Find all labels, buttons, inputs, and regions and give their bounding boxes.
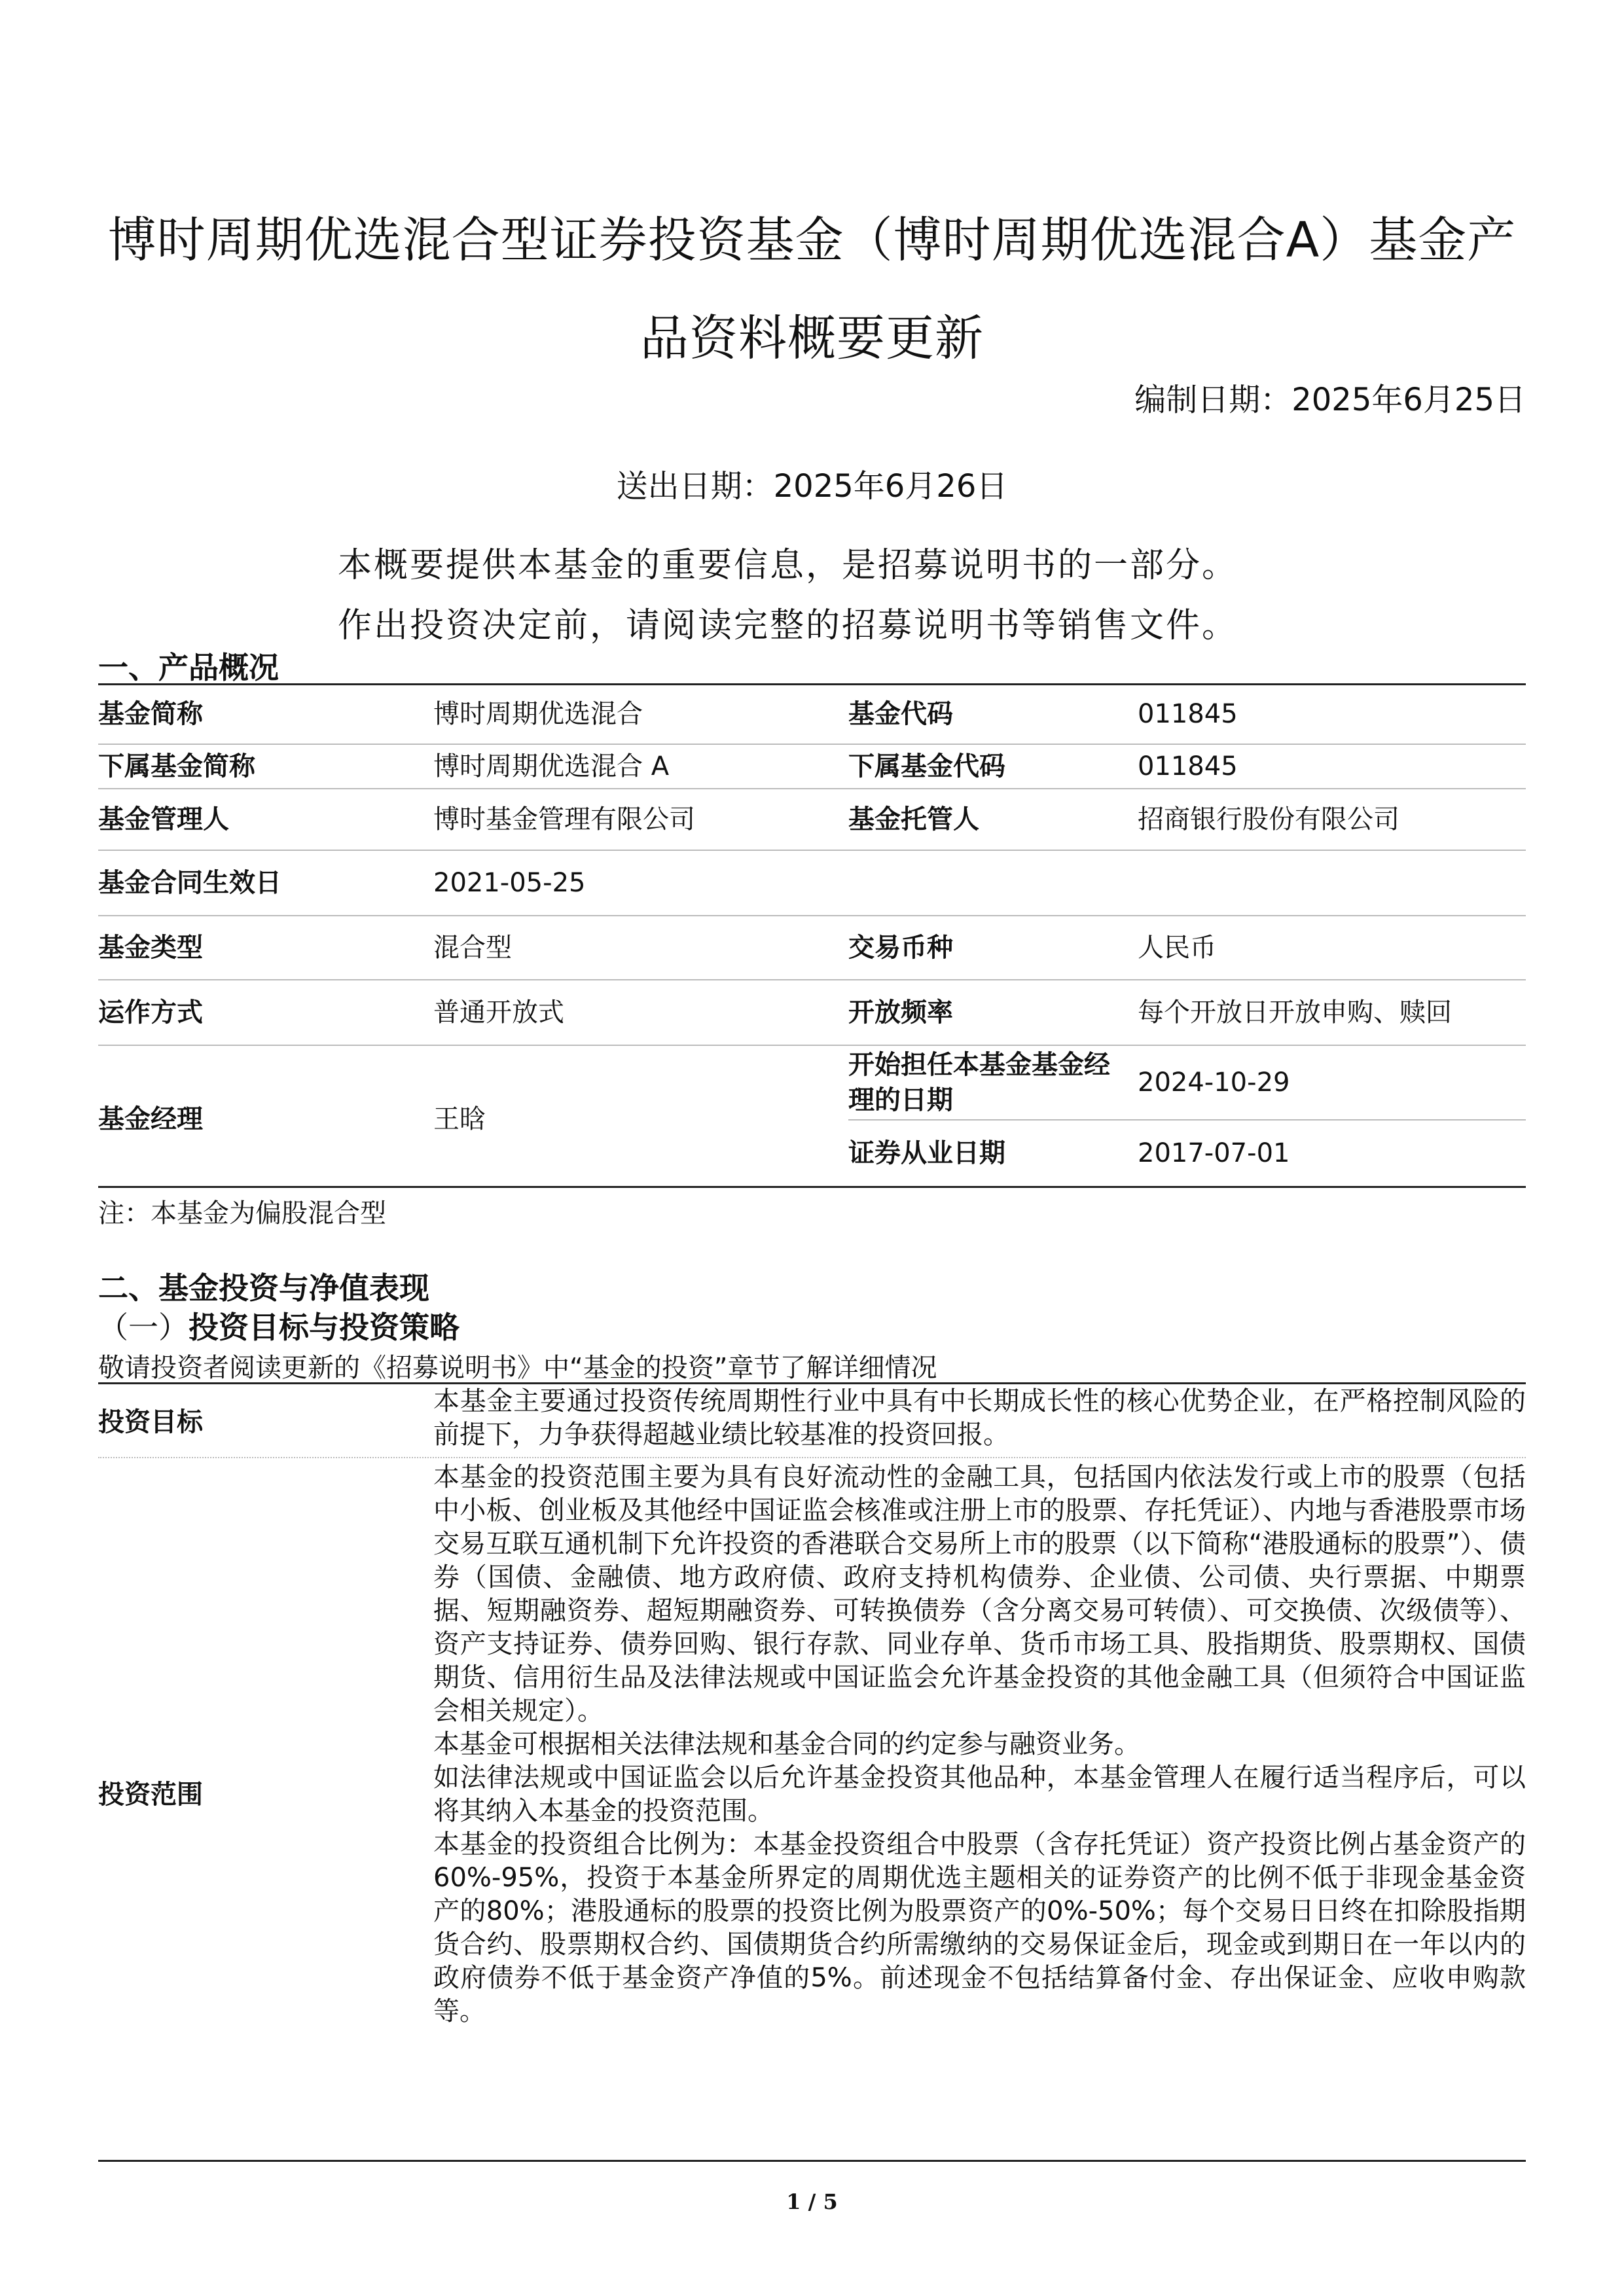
send-date: 送出日期：2025年6月26日 — [616, 468, 1008, 505]
career-start-row — [848, 1121, 1526, 1186]
subsection-title: 投资目标与投资策略 — [189, 1310, 460, 1345]
scope-text — [433, 1461, 1526, 2028]
section-2-bottom-rule — [98, 2160, 1526, 2162]
notice-line-1: 本概要提供本基金的重要信息，是招募说明书的一部分。 — [338, 546, 1238, 585]
cell-value: 每个开放日开放申购、赎回 — [1138, 997, 1452, 1028]
section-1-bottom-rule — [98, 1186, 1526, 1188]
scope-paragraph-4: 本基金的投资组合比例为：本基金投资组合中股票（含存托凭证）资产投资比例占基金资产的60%-95%，投资于本基金所界定的周期优选主题相关的证券资产的比例不低于非现金基金资产的80%；港股通标的股票的投资比例为股票资产的0%-50%；每个交易日日终在扣除股指期货合约、股票期权合约、国债期货合约所需缴纳的交易保证金后，现金或到期日在一年以内的政府债券不低于基金资产净值的5%。前述现金不包括结算备付金、存出保证金、应收申购款等。 — [433, 1829, 1526, 2026]
investment-intro: 敬请投资者阅读更新的《招募说明书》中“基金的投资”章节了解详细情况 — [98, 1353, 937, 1383]
section-2-top-rule — [98, 1382, 1526, 1384]
objective-text — [433, 1385, 1526, 1452]
table-row — [98, 916, 1526, 980]
cell-label: 运作方式 — [98, 997, 203, 1028]
career-start-date: 2017-07-01 — [1138, 1138, 1290, 1168]
objective-paragraph: 本基金主要通过投资传统周期性行业中具有中长期成长性的核心优势企业，在严格控制风险的前提下，力争获得超越业绩比较基准的投资回报。 — [433, 1386, 1526, 1450]
cell-label: 基金合同生效日 — [98, 868, 281, 898]
cell-value: 人民币 — [1138, 933, 1216, 963]
page-number: 1 / 5 — [786, 2189, 838, 2214]
manager-start-label: 开始担任本基金基金经理的日期 — [848, 1050, 1110, 1115]
cell-label: 下属基金代码 — [848, 751, 1005, 781]
scope-paragraph-2: 本基金可根据相关法律法规和基金合同的约定参与融资业务。 — [433, 1729, 1140, 1759]
subsection-number: （一） — [98, 1310, 189, 1345]
table-row — [98, 980, 1526, 1046]
cell-label: 开放频率 — [848, 997, 953, 1028]
career-start-label: 证券从业日期 — [848, 1138, 1005, 1168]
document-title — [98, 191, 1526, 387]
compile-date: 编制日期：2025年6月25日 — [1134, 382, 1526, 418]
manager-start-date: 2024-10-29 — [1138, 1067, 1290, 1098]
fund-manager-name: 王晗 — [433, 1103, 486, 1134]
table-row — [98, 745, 1526, 789]
scope-paragraph-3: 如法律法规或中国证监会以后允许基金投资其他品种，本基金管理人在履行适当程序后，可以将其纳入本基金的投资范围。 — [433, 1763, 1526, 1826]
row-divider — [98, 1457, 1526, 1458]
cell-value: 博时周期优选混合 A — [433, 751, 670, 781]
cell-value — [1138, 851, 1524, 915]
cell-value: 混合型 — [433, 933, 512, 963]
cell-label: 下属基金简称 — [98, 751, 255, 781]
objective-label: 投资目标 — [98, 1407, 203, 1437]
cell-label: 交易币种 — [848, 933, 953, 963]
cell-value: 博时基金管理有限公司 — [433, 804, 695, 834]
section-2-heading: 二、基金投资与净值表现 — [98, 1270, 429, 1306]
notice — [338, 535, 1238, 656]
cell-label: 基金类型 — [98, 933, 203, 963]
scope-label: 投资范围 — [98, 1779, 203, 1810]
fund-type-note: 注：本基金为偏股混合型 — [98, 1198, 386, 1229]
table-row — [98, 685, 1526, 745]
cell-label — [848, 851, 1123, 915]
manager-start-row — [848, 1046, 1526, 1121]
cell-value: 2021-05-25 — [433, 868, 586, 898]
title-line-2: 品资料概要更新 — [640, 310, 984, 367]
table-row — [98, 789, 1526, 851]
cell-value: 博时周期优选混合 — [433, 699, 643, 729]
title-line-1: 博时周期优选混合型证券投资基金（博时周期优选混合A）基金产 — [107, 212, 1517, 268]
scope-paragraph-1: 本基金的投资范围主要为具有良好流动性的金融工具，包括国内依法发行或上市的股票（包括中小板、创业板及其他经中国证监会核准或注册上市的股票、存托凭证）、内地与香港股票市场交易互联互通机制下允许投资的香港联合交易所上市的股票（以下简称“港股通标的股票”）、债券（国债、金融债、地方政府债、政府支持机构债券、企业债、公司债、央行票据、中期票据、短期融资券、超短期融资券、可转换债券（含分离交易可转债）、可交换债、次级债等）、资产支持证券、债券回购、银行存款、同业存单、货币市场工具、股指期货、股票期权、国债期货、信用衍生品及法律法规或中国证监会允许基金投资的其他金融工具（但须符合中国证监会相关规定）。 — [433, 1462, 1526, 1726]
fund-manager-label: 基金经理 — [98, 1103, 203, 1134]
cell-value: 招商银行股份有限公司 — [1138, 804, 1399, 834]
cell-label: 基金简称 — [98, 699, 203, 729]
cell-label: 基金代码 — [848, 699, 953, 729]
cell-value: 011845 — [1138, 699, 1238, 729]
cell-value: 011845 — [1138, 751, 1238, 781]
notice-line-2: 作出投资决定前，请阅读完整的招募说明书等销售文件。 — [338, 606, 1238, 645]
section-1-heading: 一、产品概况 — [98, 650, 279, 685]
cell-value: 普通开放式 — [433, 997, 564, 1028]
table-row — [98, 851, 1526, 916]
cell-label: 基金管理人 — [98, 804, 229, 834]
cell-label: 基金托管人 — [848, 804, 979, 834]
subsection-heading — [98, 1304, 460, 1347]
